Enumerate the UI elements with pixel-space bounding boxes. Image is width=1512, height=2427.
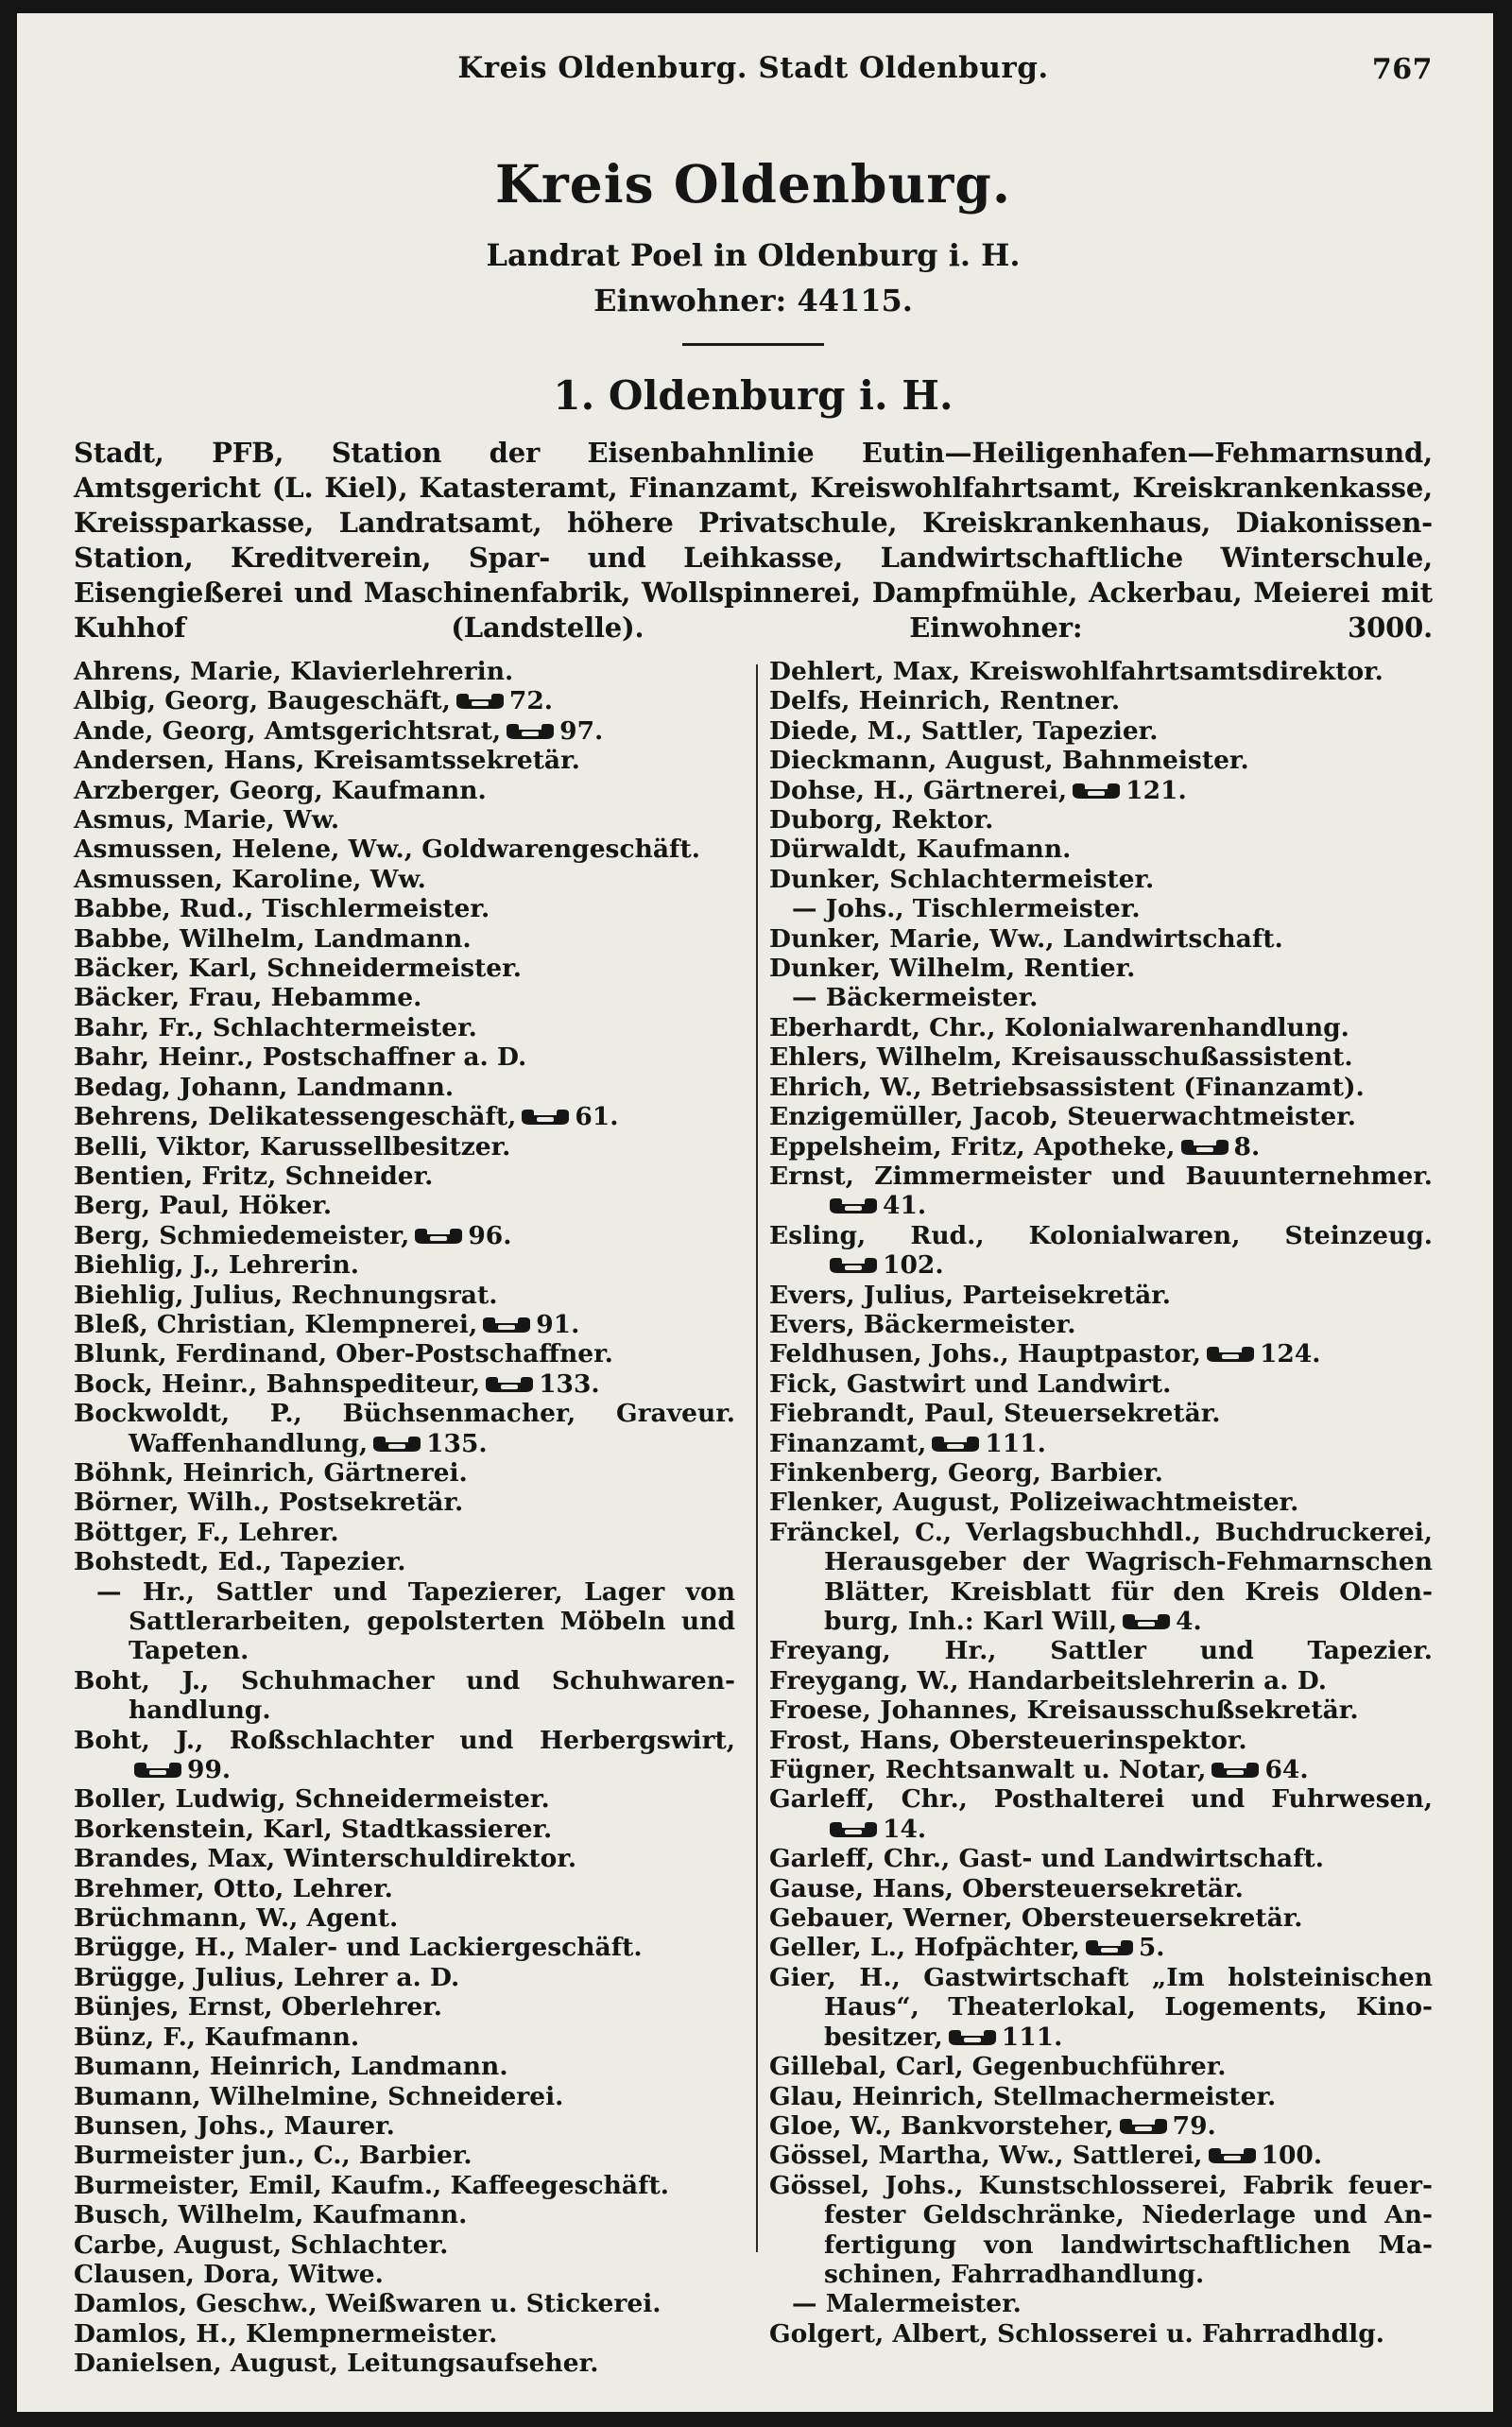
entry-text: Damlos, H., Klempnermeister.: [74, 2318, 498, 2349]
directory-entry: [74, 1815, 735, 1844]
phone-number: 91.: [536, 1309, 580, 1339]
directory-entry: [74, 2022, 735, 2052]
directory-entry: [74, 716, 735, 746]
directory-entry: [769, 2141, 1433, 2170]
entry-text: — Bäckermeister.: [792, 983, 1039, 1013]
entry-text: Herausgeber der Wagrisch-Fehmarnschen: [824, 1547, 1433, 1577]
directory-entry: [74, 1339, 735, 1368]
directory-entry: [769, 1102, 1433, 1131]
phone-number: 61.: [575, 1102, 619, 1132]
entry-text: Belli, Viktor, Karussellbesitzer.: [74, 1131, 511, 1162]
left-column: [74, 657, 735, 2379]
entry-text: Bäcker, Frau, Hebamme.: [74, 983, 422, 1013]
directory-entry: [74, 1844, 735, 1873]
town-description: Stadt, PFB, Station der Eisenbahnlinie Eutin—Heiligenhafen—Fehmarnsund, Amtsgericht (L. Kiel), Katasteramt, Finanzamt, Kreiswohlfahrtsamt, Kreiskrankenkasse, Kreissparkasse, Landratsamt, höhere Privatschule, Kreiskrankenhaus, Diakonissen-Station, Kreditverein, Spar- und Leihkasse, Landwirtschaftliche Winterschule, Eisengießerei und Maschinenfabrik, Wollspinnerei, Dampfmühle, Ackerbau, Meierei mit Kuhhof (Landstelle). Einwohner: 3000.: [74, 437, 1433, 644]
telephone-icon: [1179, 1134, 1230, 1153]
entry-text: Boht, J., Schuhmacher und Schuhwaren-: [74, 1665, 735, 1695]
entry-text: Gier, H., Gastwirtschaft „Im holsteinischen: [769, 1962, 1433, 1992]
phone-number: 135.: [426, 1428, 488, 1458]
entry-text: Froese, Johannes, Kreisausschußsekretär.: [769, 1695, 1359, 1726]
entry-text: Gillebal, Carl, Gegenbuchführer.: [769, 2052, 1227, 2082]
telephone-icon: [455, 688, 506, 707]
directory-entry: [769, 1784, 1433, 1814]
entry-text: Busch, Wilhelm, Kaufmann.: [74, 2200, 468, 2230]
directory-entry: [74, 1755, 735, 1784]
column-divider: [756, 664, 758, 2252]
directory-entry: [74, 2349, 735, 2378]
directory-page: [17, 13, 1493, 2412]
entry-text: Finanzamt,: [769, 1428, 927, 1458]
directory-entry: [769, 1933, 1433, 1962]
entry-text: Bentien, Fritz, Schneider.: [74, 1161, 434, 1191]
directory-entry: [769, 835, 1433, 864]
entry-text: Babbe, Rud., Tischlermeister.: [74, 894, 490, 924]
phone-number: 111.: [1001, 2022, 1063, 2052]
directory-entry: [769, 1992, 1433, 2022]
phone-number: 8.: [1233, 1131, 1261, 1162]
town-title: 1. Oldenburg i. H.: [553, 372, 954, 419]
right-column: [769, 657, 1433, 2349]
directory-entry: [769, 746, 1433, 775]
entry-text: Frost, Hans, Obersteuerinspektor.: [769, 1725, 1247, 1755]
directory-entry: [769, 2319, 1433, 2349]
entry-text: Bedag, Johann, Landmann.: [74, 1072, 455, 1102]
entry-text: Ernst, Zimmermeister und Bauunternehmer.: [769, 1161, 1433, 1191]
directory-entry: [74, 1488, 735, 1517]
directory-entry: [769, 2082, 1433, 2111]
entry-text: besitzer,: [824, 2022, 943, 2052]
entry-text: Bleß, Christian, Klempnerei,: [74, 1309, 478, 1339]
entry-text: Asmussen, Helene, Ww., Goldwarengeschäft.: [74, 835, 700, 865]
phone-number: 72.: [508, 686, 554, 716]
entry-text: Diede, M., Sattler, Tapezier.: [769, 715, 1159, 746]
directory-entry: [769, 1755, 1433, 1784]
directory-entry: [769, 2052, 1433, 2081]
directory-entry: [74, 1132, 735, 1162]
directory-entry: [74, 1726, 735, 1755]
telephone-icon: [413, 1223, 464, 1242]
directory-entry: [74, 1784, 735, 1814]
directory-entry: [769, 1458, 1433, 1488]
directory-entry: [769, 1695, 1433, 1725]
directory-entry: [769, 1073, 1433, 1102]
page-number: 767: [1371, 53, 1433, 86]
entry-text: Berg, Schmiedemeister,: [74, 1220, 410, 1250]
entry-text: Bockwoldt, P., Büchsenmacher, Graveur.: [74, 1399, 735, 1429]
telephone-icon: [1205, 1341, 1256, 1360]
directory-entry: [769, 1429, 1433, 1458]
directory-entry: [74, 2111, 735, 2141]
directory-entry: [769, 2171, 1433, 2200]
entry-text: Dunker, Marie, Ww., Landwirtschaft.: [769, 923, 1283, 954]
entry-text: Boller, Ludwig, Schneidermeister.: [74, 1784, 550, 1815]
entry-text: Bünjes, Ernst, Oberlehrer.: [74, 1992, 442, 2022]
entry-text: Sattlerarbeiten, gepolsterten Möbeln und: [129, 1607, 735, 1636]
directory-entry: [74, 1281, 735, 1310]
entry-text: Bäcker, Karl, Schneidermeister.: [74, 954, 522, 984]
directory-entry: [769, 924, 1433, 954]
directory-entry: [74, 1874, 735, 1903]
directory-entry: [74, 894, 735, 923]
entry-text: Brügge, Julius, Lehrer a. D.: [74, 1962, 460, 1992]
running-header: [74, 45, 1433, 93]
entry-text: Garleff, Chr., Gast- und Landwirtschaft.: [769, 1844, 1324, 1874]
entry-text: Gössel, Martha, Ww., Sattlerei,: [769, 2141, 1203, 2171]
entry-text: Bohstedt, Ed., Tapezier.: [74, 1547, 406, 1577]
directory-entry: [74, 1577, 735, 1607]
telephone-icon: [371, 1431, 422, 1450]
directory-entry: [74, 1221, 735, 1250]
telephone-icon: [828, 1252, 879, 1271]
directory-entry: [74, 2230, 735, 2260]
entry-text: burg, Inh.: Karl Will,: [824, 1607, 1118, 1636]
district-title: Kreis Oldenburg.: [494, 153, 1012, 215]
entry-text: Dunker, Schlachtermeister.: [769, 864, 1155, 894]
entry-text: Brüchmann, W., Agent.: [74, 1903, 399, 1934]
entry-text: Bahr, Fr., Schlachtermeister.: [74, 1012, 477, 1042]
directory-entry: [769, 1726, 1433, 1755]
phone-number: 100.: [1261, 2141, 1323, 2171]
entry-text: — Johs., Tischlermeister.: [792, 894, 1141, 924]
directory-entry: [769, 2289, 1433, 2318]
entry-text: Bumann, Heinrich, Landmann.: [74, 2052, 508, 2082]
directory-entry: [74, 1073, 735, 1102]
entry-text: Ande, Georg, Amtsgerichtsrat,: [74, 715, 502, 746]
entry-text: Fränckel, C., Verlagsbuchhdl., Buchdruckerei,: [769, 1517, 1433, 1547]
entry-text: Clausen, Dora, Witwe.: [74, 2259, 384, 2289]
directory-entry: [769, 1339, 1433, 1368]
directory-entry: [769, 1132, 1433, 1162]
directory-entry: [769, 1488, 1433, 1517]
directory-entry: [769, 1042, 1433, 1072]
directory-entry: [769, 1221, 1433, 1250]
entry-text: — Malermeister.: [792, 2289, 1022, 2319]
directory-entry: [769, 1607, 1433, 1636]
entry-text: Golgert, Albert, Schlosserei u. Fahrradhdlg.: [769, 2318, 1384, 2349]
entry-text: Bumann, Wilhelmine, Schneiderei.: [74, 2081, 564, 2111]
entry-text: Blätter, Kreisblatt für den Kreis Olden-: [824, 1576, 1433, 1607]
entry-text: handlung.: [129, 1695, 271, 1726]
entry-text: fester Geldschränke, Niederlage und An-: [824, 2200, 1433, 2230]
directory-entry: [769, 1162, 1433, 1191]
phone-number: 14.: [883, 1814, 927, 1844]
entry-text: Böhnk, Heinrich, Gärtnerei.: [74, 1457, 468, 1488]
directory-entry: [74, 1042, 735, 1072]
directory-entry: [74, 1191, 735, 1220]
directory-entry: [769, 983, 1433, 1012]
directory-entry: [74, 1666, 735, 1695]
entry-text: Gloe, W., Bankvorsteher,: [769, 2110, 1114, 2141]
directory-entry: [74, 1607, 735, 1636]
telephone-icon: [505, 718, 556, 737]
directory-entry: [74, 776, 735, 805]
entry-text: Carbe, August, Schlachter.: [74, 2229, 449, 2260]
entry-text: Andersen, Hans, Kreisamtssekretär.: [74, 746, 580, 776]
directory-entry: [74, 835, 735, 864]
directory-entry: [769, 1518, 1433, 1547]
telephone-icon: [1071, 778, 1122, 797]
directory-entry: [74, 657, 735, 686]
entry-text: Asmussen, Karoline, Ww.: [74, 864, 426, 894]
directory-entry: [769, 1191, 1433, 1220]
entry-text: Duborg, Rektor.: [769, 805, 994, 835]
entry-text: Garleff, Chr., Posthalterei und Fuhrwesen,: [769, 1784, 1433, 1815]
directory-entry: [74, 1102, 735, 1131]
telephone-icon: [828, 1193, 879, 1212]
entry-text: Boht, J., Roßschlachter und Herbergswirt,: [74, 1725, 735, 1755]
entry-text: Brehmer, Otto, Lehrer.: [74, 1873, 393, 1903]
entry-text: Babbe, Wilhelm, Landmann.: [74, 923, 472, 954]
directory-entry: [74, 2141, 735, 2170]
entry-text: Evers, Bäckermeister.: [769, 1309, 1076, 1339]
telephone-icon: [520, 1104, 571, 1123]
directory-entry: [769, 1013, 1433, 1042]
telephone-icon: [828, 1816, 879, 1835]
directory-entry: [769, 865, 1433, 894]
directory-entry: [769, 1844, 1433, 1873]
directory-entry: [769, 2260, 1433, 2289]
directory-entry: [769, 1903, 1433, 1933]
phone-number: 64.: [1264, 1755, 1309, 1785]
entry-text: Dehlert, Max, Kreiswohlfahrtsamtsdirektor.: [769, 657, 1383, 686]
phone-number: 79.: [1172, 2110, 1216, 2141]
directory-entry: [74, 954, 735, 983]
entry-text: Fiebrandt, Paul, Steuersekretär.: [769, 1399, 1221, 1429]
directory-entry: [769, 894, 1433, 923]
telephone-icon: [1210, 1757, 1261, 1776]
entry-text: Gause, Hans, Obersteuersekretär.: [769, 1873, 1244, 1903]
telephone-icon: [481, 1312, 532, 1331]
entry-text: Biehlig, Julius, Rechnungsrat.: [74, 1280, 498, 1310]
directory-entry: [74, 1933, 735, 1962]
telephone-icon: [1207, 2143, 1258, 2161]
directory-entry: [74, 2319, 735, 2349]
directory-entry: [74, 2200, 735, 2229]
directory-entry: [74, 1013, 735, 1042]
entry-text: Ehrich, W., Betriebsassistent (Finanzamt).: [769, 1072, 1365, 1102]
telephone-icon: [1118, 2113, 1169, 2132]
entry-text: Geller, L., Hofpächter,: [769, 1933, 1080, 1963]
directory-entry: [769, 1666, 1433, 1695]
entry-text: Eppelsheim, Fritz, Apotheke,: [769, 1131, 1176, 1162]
phone-number: 111.: [985, 1428, 1046, 1458]
phone-number: 41.: [883, 1191, 927, 1221]
directory-entry: [74, 924, 735, 954]
directory-entry: [769, 1250, 1433, 1280]
entry-text: Freygang, W., Handarbeitslehrerin a. D.: [769, 1665, 1328, 1695]
entry-text: Blunk, Ferdinand, Ober-Postschaffner.: [74, 1339, 613, 1369]
directory-entry: [769, 686, 1433, 715]
entry-text: Behrens, Delikatessengeschäft,: [74, 1102, 517, 1132]
directory-entry: [769, 2200, 1433, 2229]
directory-entry: [74, 983, 735, 1012]
entry-text: Biehlig, J., Lehrerin.: [74, 1250, 359, 1281]
directory-entry: [769, 1310, 1433, 1339]
telephone-icon: [1084, 1935, 1135, 1954]
telephone-icon: [947, 2024, 998, 2043]
entry-text: Asmus, Marie, Ww.: [74, 805, 340, 835]
directory-entry: [74, 686, 735, 715]
phone-number: 124.: [1259, 1339, 1321, 1369]
telephone-icon: [930, 1431, 981, 1450]
entry-text: Flenker, August, Polizeiwachtmeister.: [769, 1488, 1299, 1518]
directory-entry: [769, 1815, 1433, 1844]
directory-entry: [74, 2289, 735, 2318]
entry-text: Haus“, Theaterlokal, Logements, Kino-: [824, 1992, 1433, 2022]
running-header-title: Kreis Oldenburg. Stadt Oldenburg.: [457, 51, 1049, 85]
directory-entry: [74, 805, 735, 835]
entry-text: Dieckmann, August, Bahnmeister.: [769, 746, 1249, 776]
directory-entry: [74, 2260, 735, 2289]
directory-entry: [769, 1963, 1433, 1992]
directory-entry: [769, 1874, 1433, 1903]
phone-number: 133.: [539, 1368, 600, 1399]
directory-entry: [74, 1992, 735, 2022]
directory-entry: [769, 2230, 1433, 2260]
entry-text: Arzberger, Georg, Kaufmann.: [74, 775, 487, 805]
directory-entry: [769, 2111, 1433, 2141]
entry-text: Bahr, Heinr., Postschaffner a. D.: [74, 1042, 527, 1073]
directory-entry: [769, 776, 1433, 805]
directory-entry: [769, 1636, 1433, 1665]
entry-text: Feldhusen, Johs., Hauptpastor,: [769, 1339, 1201, 1369]
entry-text: Delfs, Heinrich, Rentner.: [769, 686, 1121, 716]
directory-entry: [769, 1369, 1433, 1399]
entry-text: Esling, Rud., Kolonialwaren, Steinzeug.: [769, 1220, 1433, 1250]
district-population: Einwohner: 44115.: [593, 283, 913, 318]
entry-text: Enzigemüller, Jacob, Steuerwachtmeister.: [769, 1102, 1356, 1132]
directory-entry: [769, 2022, 1433, 2052]
phone-number: 96.: [468, 1220, 512, 1250]
directory-entry: [769, 805, 1433, 835]
directory-entry: [74, 1547, 735, 1576]
entry-text: Dürwaldt, Kaufmann.: [769, 835, 1072, 865]
entry-text: Fick, Gastwirt und Landwirt.: [769, 1368, 1172, 1399]
entry-text: — Hr., Sattler und Tapezierer, Lager von: [96, 1576, 735, 1607]
directory-entry: [74, 865, 735, 894]
entry-text: Damlos, Geschw., Weißwaren u. Stickerei.: [74, 2289, 662, 2319]
directory-entry: [74, 746, 735, 775]
directory-entry: [74, 1458, 735, 1488]
directory-entry: [74, 1310, 735, 1339]
section-rule: [682, 343, 824, 346]
directory-entry: [769, 657, 1433, 686]
directory-entry: [769, 1577, 1433, 1607]
directory-entry: [74, 2052, 735, 2081]
telephone-icon: [1121, 1609, 1172, 1627]
telephone-icon: [132, 1757, 183, 1776]
entry-text: Bunsen, Johs., Maurer.: [74, 2110, 395, 2141]
directory-entry: [74, 1695, 735, 1725]
directory-entry: [74, 2171, 735, 2200]
entry-text: Fügner, Rechtsanwalt u. Notar,: [769, 1755, 1207, 1785]
entry-text: Burmeister jun., C., Barbier.: [74, 2141, 472, 2171]
phone-number: 4.: [1176, 1607, 1202, 1636]
directory-entry: [74, 1429, 735, 1458]
district-administrator: Landrat Poel in Oldenburg i. H.: [486, 237, 1021, 273]
entry-text: Tapeten.: [129, 1636, 249, 1666]
directory-entry: [74, 1162, 735, 1191]
entry-text: Bünz, F., Kaufmann.: [74, 2022, 360, 2052]
entry-text: Albig, Georg, Baugeschäft,: [74, 686, 451, 716]
entry-text: Berg, Paul, Höker.: [74, 1191, 333, 1221]
directory-entry: [74, 1250, 735, 1280]
entry-text: Borkenstein, Karl, Stadtkassierer.: [74, 1814, 553, 1844]
entry-text: Gebauer, Werner, Obersteuersekretär.: [769, 1903, 1303, 1934]
entry-text: Böttger, F., Lehrer.: [74, 1517, 339, 1547]
directory-entry: [769, 1281, 1433, 1310]
entry-text: Ahrens, Marie, Klavierlehrerin.: [74, 657, 514, 686]
directory-entry: [74, 2082, 735, 2111]
directory-entry: [769, 1399, 1433, 1428]
directory-entry: [769, 1547, 1433, 1576]
phone-number: 99.: [187, 1755, 232, 1785]
entry-text: Evers, Julius, Parteisekretär.: [769, 1280, 1172, 1310]
directory-entry: [74, 1903, 735, 1933]
entry-text: Bock, Heinr., Bahnspediteur,: [74, 1368, 481, 1399]
entry-text: schinen, Fahrradhandlung.: [824, 2259, 1205, 2289]
entry-text: Börner, Wilh., Postsekretär.: [74, 1488, 464, 1518]
entry-text: fertigung von landwirtschaftlichen Ma-: [824, 2229, 1433, 2260]
entry-text: Danielsen, August, Leitungsaufseher.: [74, 2349, 599, 2379]
entry-text: Brandes, Max, Winterschuldirektor.: [74, 1844, 577, 1874]
entry-text: Burmeister, Emil, Kaufm., Kaffeegeschäft.: [74, 2170, 669, 2200]
directory-entry: [74, 1963, 735, 1992]
entry-text: Eberhardt, Chr., Kolonialwarenhandlung.: [769, 1012, 1349, 1042]
entry-text: Gössel, Johs., Kunstschlosserei, Fabrik feuer-: [769, 2170, 1433, 2200]
directory-entry: [74, 1518, 735, 1547]
telephone-icon: [484, 1371, 535, 1390]
entry-text: Dunker, Wilhelm, Rentier.: [769, 954, 1136, 984]
entry-text: Glau, Heinrich, Stellmachermeister.: [769, 2081, 1277, 2111]
phone-number: 97.: [559, 715, 604, 746]
entry-text: Waffenhandlung,: [129, 1428, 369, 1458]
entry-text: Dohse, H., Gärtnerei,: [769, 775, 1068, 805]
phone-number: 5.: [1138, 1933, 1165, 1963]
phone-number: 121.: [1125, 775, 1187, 805]
directory-entry: [74, 1369, 735, 1399]
directory-entry: [769, 954, 1433, 983]
directory-entry: [74, 1636, 735, 1665]
phone-number: 102.: [883, 1250, 944, 1281]
directory-entry: [769, 716, 1433, 746]
directory-entry: [74, 1399, 735, 1428]
entry-text: Freyang, Hr., Sattler und Tapezier.: [769, 1636, 1433, 1666]
entry-text: Brügge, H., Maler- und Lackiergeschäft.: [74, 1933, 643, 1963]
entry-text: Finkenberg, Georg, Barbier.: [769, 1457, 1163, 1488]
entry-text: Ehlers, Wilhelm, Kreisausschußassistent.: [769, 1042, 1353, 1073]
